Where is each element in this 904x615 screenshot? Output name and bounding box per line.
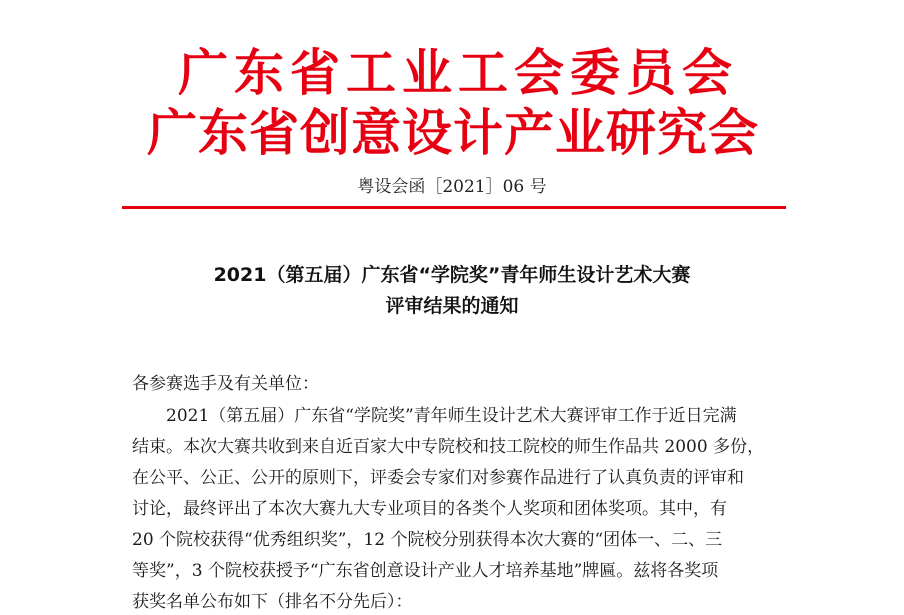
paragraph-line: 讨论，最终评出了本次大赛九大专业项目的各类个人奖项和团体奖项。其中，有 — [132, 499, 727, 519]
notice-title-line-1: 2021（第五届）广东省“学院奖”青年师生设计艺术大赛 — [213, 264, 691, 286]
issuer-name-line-1: 广东省工业工会委员会 — [178, 44, 738, 102]
paragraph-line: 20 个院校获得“优秀组织奖”，12 个院校分别获得本次大赛的“团体一、二、三 — [132, 530, 723, 550]
issuer-name-line-2: 广东省创意设计产业研究会 — [147, 104, 759, 162]
paragraph-line: 获奖名单公布如下（排名不分先后）： — [132, 592, 413, 612]
paragraph-line: 结束。本次大赛共收到来自近百家大中专院校和技工院校的师生作品共 2000 多份， — [132, 437, 765, 457]
notice-title-line-2: 评审结果的通知 — [385, 295, 519, 317]
paragraph-line: 2021（第五届）广东省“学院奖”青年师生设计艺术大赛评审工作于近日完满 — [166, 406, 737, 426]
document-number: 粤设会函［2021］06 号 — [357, 177, 547, 197]
paragraph-line: 等奖”，3 个院校获授予“广东省创意设计产业人才培养基地”牌匾。兹将各奖项 — [132, 561, 719, 581]
salutation: 各参赛选手及有关单位： — [132, 374, 319, 394]
red-header-divider — [122, 206, 786, 209]
paragraph-line: 在公平、公正、公开的原则下，评委会专家们对参赛作品进行了认真负责的评审和 — [132, 468, 744, 488]
